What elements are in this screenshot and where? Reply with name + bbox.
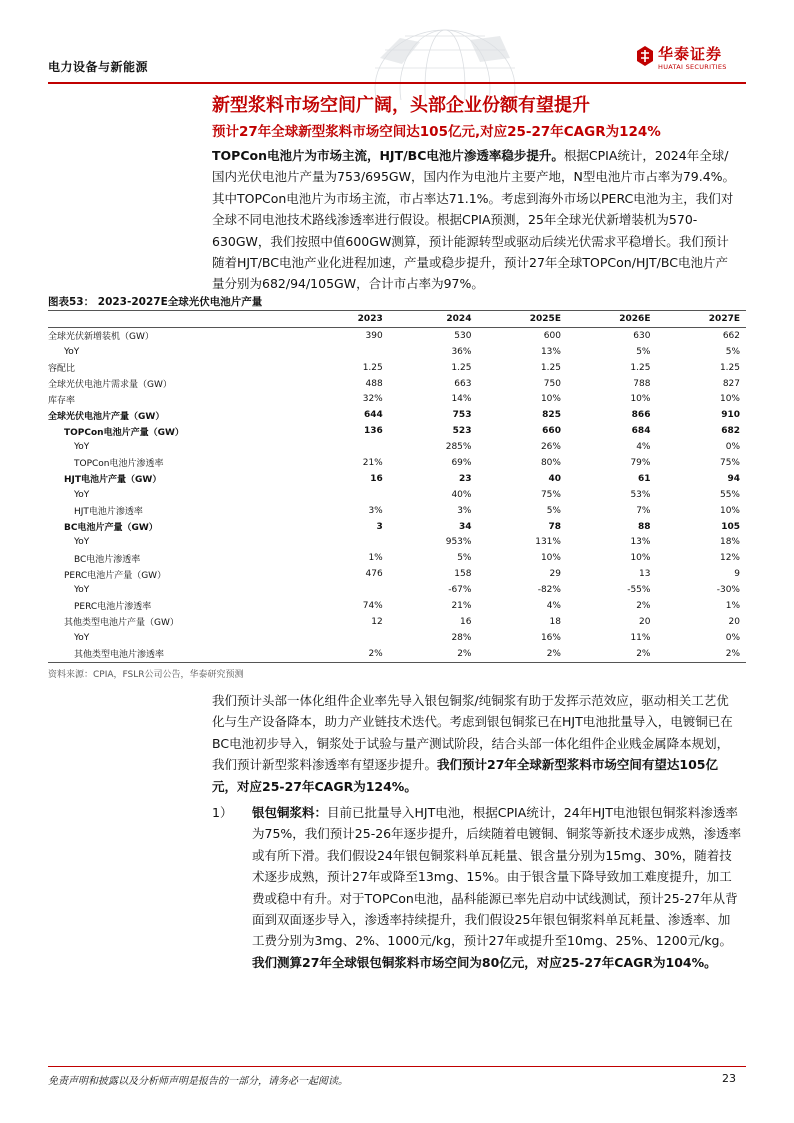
- table-row-label: PERC电池片渗透率: [74, 602, 152, 613]
- table-cell: 55%: [719, 489, 740, 500]
- table-row-label: TOPCon电池片产量（GW）: [64, 427, 184, 438]
- table-cell: 2%: [636, 600, 651, 611]
- table-cell: 16: [460, 616, 472, 627]
- table-row-label: HJT电池片渗透率: [74, 507, 143, 518]
- table-cell: 660: [542, 426, 561, 437]
- table-cell: 750: [543, 378, 561, 389]
- table-cell: 75%: [719, 457, 740, 468]
- figure-title: 图表53： 2023-2027E全球光伏电池片产量: [48, 296, 263, 308]
- table-cell: 0%: [725, 442, 740, 453]
- table-cell: 12: [371, 616, 383, 627]
- table-cell: 12%: [719, 553, 740, 564]
- table-cell: -82%: [537, 585, 561, 596]
- table-cell: 40: [548, 473, 561, 484]
- table-cell: 285%: [445, 442, 472, 453]
- table-cell: 644: [363, 410, 383, 421]
- table-cell: 5%: [457, 553, 472, 564]
- table-header-cell: 2027E: [656, 311, 746, 327]
- table-cell: -30%: [716, 585, 740, 596]
- table-row-label: YoY: [74, 489, 90, 500]
- table-cell: 3: [376, 521, 383, 532]
- table-row: [48, 534, 746, 550]
- table-cell: 1.25: [630, 362, 651, 373]
- table-cell: 32%: [362, 394, 383, 405]
- table-cell: 26%: [540, 442, 561, 453]
- table-row-label: 其他类型电池片渗透率: [48, 646, 300, 662]
- table-cell: 74%: [362, 600, 383, 611]
- table-header-cell: 2025E: [477, 311, 567, 327]
- table-cell: [300, 534, 389, 550]
- table-header-row: [48, 311, 746, 327]
- table-cell: 1.25: [451, 362, 472, 373]
- table-cell: [300, 344, 389, 360]
- table-cell: 79%: [630, 457, 651, 468]
- table-row-label: YoY: [74, 585, 90, 596]
- table-row: [48, 391, 746, 407]
- table-cell: 10%: [719, 394, 740, 405]
- table-cell: 5%: [725, 346, 740, 357]
- table-cell: 600: [543, 330, 561, 341]
- paragraph-1-lead: TOPCon电池片为市场主流，HJT/BC电池片渗透率稳步提升。: [212, 148, 564, 163]
- table-cell: 530: [454, 330, 472, 341]
- table-row-label: YoY: [74, 442, 90, 453]
- table-cell: 18%: [719, 537, 740, 548]
- table-cell: 523: [452, 426, 472, 437]
- production-table: [48, 311, 746, 663]
- table-cell: 69%: [451, 457, 472, 468]
- table-cell: 13: [639, 569, 651, 580]
- paragraph-1: [212, 145, 738, 295]
- table-cell: 61: [637, 473, 651, 484]
- table-cell: 476: [365, 569, 383, 580]
- table-header-cell: [48, 311, 300, 327]
- table-cell: 910: [721, 410, 740, 421]
- table-cell: 80%: [540, 457, 561, 468]
- table-cell: [300, 439, 389, 455]
- table-cell: 5%: [546, 505, 561, 516]
- table-cell: 1.25: [362, 362, 383, 373]
- table-row: [48, 614, 746, 630]
- table-row: [48, 471, 746, 487]
- table-cell: 131%: [535, 537, 561, 548]
- table-row: [48, 646, 746, 662]
- logo-text-cn: 华泰证券: [658, 45, 723, 63]
- table-row-label: TOPCon电池片渗透率: [74, 459, 164, 470]
- table-cell: 105: [721, 521, 740, 532]
- huatai-logo-icon: [636, 45, 654, 67]
- section-label: 电力设备与新能源: [48, 60, 149, 74]
- table-cell: 20: [728, 616, 740, 627]
- list-item-body: 目前已批量导入HJT电池，根据CPIA统计，24年HJT电池银包铜浆料渗透率为75%，我们预计25-26年逐步提升，后续随着电镀铜、铜浆等新技术逐步成熟，渗透率或有所下滑。我们假设24年银包铜浆料单瓦耗量、银含量分别为15mg、30%，随着技术逐步成熟，预计27年或降至13mg、15%。由于银含量下降导致加工难度提升，加工费或稳中有升。对于TOPCon电池，晶科能源已率先启动中试线测试，预计25-27年从背面到双面逐步导入，渗透率持续提升，我们假设25年银包铜浆料单瓦耗量、渗透率、加工费分别为3mg、2%、1000元/kg，预计27年或提升至10mg、25%、1200元/kg。: [252, 805, 742, 949]
- table-cell: 2%: [300, 646, 389, 662]
- table-cell: [300, 582, 389, 598]
- table-cell: 10%: [630, 553, 651, 564]
- table-cell: 4%: [636, 442, 651, 453]
- table-row-label: 全球光伏新增装机（GW）: [48, 332, 154, 343]
- paragraph-2-body: 我们预计头部一体化组件企业率先导入银包铜浆/纯铜浆有助于发挥示范效应，驱动相关工艺优化与生产设备降本，助力产业链技术迭代。考虑到银包铜浆已在HJT电池批量导入，电镀铜已在BC电池初步导入，铜浆处于试验与量产测试阶段，结合头部一体化组件企业贱金属降本规划，我们预计新型浆料渗透率有望逐步提升。: [212, 693, 733, 773]
- table-row-label: YoY: [74, 632, 90, 643]
- table-cell: 23: [458, 473, 472, 484]
- table-row: [48, 550, 746, 566]
- table-cell: 684: [631, 426, 651, 437]
- paragraph-2-conclusion: 我们预计27年全球新型浆料市场空间有望达105亿元，对应25-27年CAGR为124%。: [212, 757, 719, 794]
- page-number: 23: [722, 1072, 736, 1085]
- table-cell: 14%: [451, 394, 472, 405]
- list-item-conclusion: 我们测算27年全球银包铜浆料市场空间为80亿元，对应25-27年CAGR为104%。: [252, 954, 717, 970]
- table-row: [48, 487, 746, 503]
- table-cell: -55%: [627, 585, 651, 596]
- table-row-label: 全球光伏电池片产量（GW）: [48, 411, 165, 422]
- table-cell: 662: [722, 330, 740, 341]
- table-cell: 827: [722, 378, 740, 389]
- header-divider: [48, 82, 746, 84]
- huatai-logo: [636, 41, 748, 75]
- table-cell: 630: [633, 330, 651, 341]
- table-row: [48, 407, 746, 423]
- table-cell: 11%: [630, 632, 651, 643]
- table-row: [48, 455, 746, 471]
- table-cell: 158: [454, 569, 472, 580]
- table-row: [48, 423, 746, 439]
- table-cell: 18: [549, 616, 561, 627]
- logo-text-en: HUATAI SECURITIES: [658, 63, 727, 71]
- table-cell: 9: [734, 569, 740, 580]
- table-cell: 788: [633, 378, 651, 389]
- table-row: [48, 630, 746, 646]
- table-row: [48, 344, 746, 360]
- table-row-label: PERC电池片产量（GW）: [64, 570, 167, 581]
- list-item-text: [252, 802, 742, 973]
- table-cell: [300, 487, 389, 503]
- globe-watermark-icon: [360, 28, 530, 100]
- table-row: [48, 327, 746, 343]
- table-cell: 36%: [451, 346, 472, 357]
- table-cell: 4%: [546, 600, 561, 611]
- table-cell: 5%: [636, 346, 651, 357]
- table-cell: 2%: [389, 646, 478, 662]
- table-row-label: 其他类型电池片产量（GW）: [64, 618, 179, 629]
- table-cell: 16: [370, 473, 383, 484]
- section-subtitle: 预计27年全球新型浆料市场空间达105亿元,对应25-27年CAGR为124%: [212, 124, 661, 140]
- table-row: [48, 598, 746, 614]
- table-row-label: BC电池片产量（GW）: [64, 523, 158, 534]
- table-cell: 390: [365, 330, 383, 341]
- table-cell: 7%: [636, 505, 651, 516]
- list-item-number: 1）: [212, 805, 233, 820]
- table-row: [48, 439, 746, 455]
- table-cell: [300, 630, 389, 646]
- table-cell: 488: [365, 378, 383, 389]
- table-cell: 953%: [445, 537, 472, 548]
- table-cell: 28%: [451, 632, 472, 643]
- table-row-label: BC电池片渗透率: [74, 554, 141, 565]
- table-cell: 2%: [567, 646, 657, 662]
- table-row: [48, 360, 746, 376]
- table-row: [48, 582, 746, 598]
- table-cell: 13%: [540, 346, 561, 357]
- paragraph-2: [212, 690, 738, 797]
- table-row-label: YoY: [74, 537, 90, 548]
- table-cell: 2%: [656, 646, 746, 662]
- table-header-cell: 2026E: [567, 311, 657, 327]
- table-row-label: 库存率: [48, 395, 76, 406]
- table-header-cell: 2024: [389, 311, 478, 327]
- table-cell: 88: [637, 521, 651, 532]
- footer-disclaimer: 免责声明和披露以及分析师声明是报告的一部分，请务必一起阅读。: [48, 1076, 348, 1087]
- table-cell: 682: [721, 426, 740, 437]
- section-title: 新型浆料市场空间广阔，头部企业份额有望提升: [212, 95, 590, 116]
- table-cell: 78: [548, 521, 561, 532]
- table-cell: 2%: [477, 646, 567, 662]
- table-cell: 1%: [725, 600, 740, 611]
- table-cell: 20: [639, 616, 651, 627]
- table-cell: 34: [458, 521, 472, 532]
- table-cell: 75%: [540, 489, 561, 500]
- table-cell: 1.25: [719, 362, 740, 373]
- figure-source: 资料来源：CPIA，FSLR公司公告，华泰研究预测: [48, 670, 244, 680]
- table-cell: 3%: [368, 505, 383, 516]
- table-header-cell: 2023: [300, 311, 389, 327]
- table-cell: 10%: [630, 394, 651, 405]
- list-item-lead: 银包铜浆料：: [252, 805, 328, 820]
- table-cell: 10%: [540, 394, 561, 405]
- table-cell: 663: [454, 378, 472, 389]
- table-cell: 13%: [630, 537, 651, 548]
- table-cell: 16%: [540, 632, 561, 643]
- table-row: [48, 376, 746, 392]
- table-row-label: HJT电池片产量（GW）: [64, 475, 162, 486]
- table-cell: 3%: [457, 505, 472, 516]
- table-row-label: 容配比: [48, 364, 76, 375]
- paragraph-1-body: 根据CPIA统计，2024年全球/国内光伏电池片产量为753/695GW，国内作为电池片主要产地，N型电池片市占率为79.4%。其中TOPCon电池片为市场主流，市占率达71.1%。考虑到海外市场以PERC电池为主，我们对全球不同电池技术路线渗透率进行假设。根据CPIA预测，25年全球光伏新增装机为570-630GW，我们按照中值600GW测算，预计能源转型或驱动后续光伏需求平稳增长。我们预计随着HJT/BC电池产业化进程加速，产量或稳步提升，预计27年全球TOPCon/HJT/BC电池片产量分别为682/94/105GW，合计市占率为97%。: [212, 148, 736, 292]
- table-cell: 825: [542, 410, 561, 421]
- table-cell: 40%: [451, 489, 472, 500]
- table-cell: 1.25: [540, 362, 561, 373]
- table-row: [48, 503, 746, 519]
- table-cell: 21%: [451, 600, 472, 611]
- table-row-label: 全球光伏电池片需求量（GW）: [48, 380, 172, 390]
- table-cell: 10%: [719, 505, 740, 516]
- table-cell: 0%: [725, 632, 740, 643]
- table-row-label: YoY: [64, 346, 80, 357]
- table-cell: 1%: [368, 553, 383, 564]
- footer-divider: [48, 1066, 746, 1067]
- table-cell: 136: [363, 426, 383, 437]
- table-cell: 53%: [630, 489, 651, 500]
- table-cell: 866: [631, 410, 651, 421]
- table-row: [48, 519, 746, 535]
- table-cell: -67%: [448, 585, 472, 596]
- table-row: [48, 566, 746, 582]
- table-cell: 29: [549, 569, 561, 580]
- table-cell: 21%: [362, 457, 383, 468]
- table-cell: 94: [727, 473, 740, 484]
- table-cell: 753: [452, 410, 472, 421]
- table-cell: 10%: [540, 553, 561, 564]
